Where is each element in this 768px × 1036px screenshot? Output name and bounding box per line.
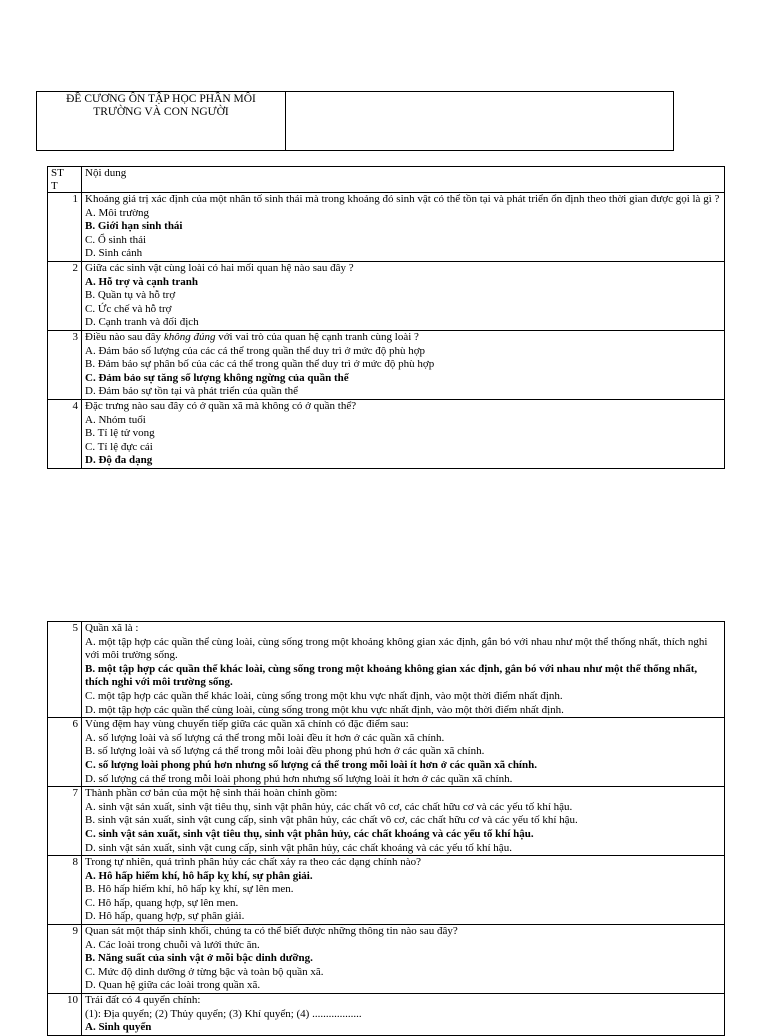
answer-a: A. số lượng loài và số lượng cá thể trong mỗi loài đều ít hơn ở các quần xã chính. [85,731,445,744]
answer-c-correct: C. Đảm bảo sự tăng số lượng không ngừng của quần thể [85,371,349,384]
answer-c: C. Ức chế và hỗ trợ [85,302,172,315]
question-number: 8 [48,856,82,925]
answer-b: B. số lượng loài và số lượng cá thể trong mỗi loài đều phong phú hơn ở các quần xã chính. [85,745,485,758]
answer-d: D. Quan hệ giữa các loài trong quần xã. [85,979,261,992]
question-number: 10 [48,994,82,1036]
answer-b: B. Đảm bảo sự phân bố của các cá thể trong quần thể duy trì ở mức độ phù hợp [85,358,435,371]
answer-d: D. sinh vật sản xuất, sinh vật cung cấp, sinh vật phân hủy, các chất khoáng và các yếu tố khí hậu. [85,841,512,854]
answer-a: A. sinh vật sản xuất, sinh vật tiêu thụ, sinh vật phân hủy, các chất vô cơ, các chất hữu cơ và các yếu tố khí hậu. [85,800,573,813]
question-row-3 [48,330,725,399]
question-text [85,331,722,345]
question-cell [82,856,725,925]
question-cell [82,330,725,399]
answer-c-correct: C. số lượng loài phong phú hơn nhưng số lượng cá thể trong mỗi loài ít hơn ở các quần xã chính. [85,758,537,771]
question-cell [82,399,725,468]
question-text: Trong tự nhiên, quá trình phân hủy các chất xảy ra theo các dạng chính nào? [85,856,422,869]
answer-d: D. Sinh cảnh [85,247,143,260]
question-row-9 [48,925,725,994]
question-text: Trái đất có 4 quyển chính: [85,994,201,1007]
answer-d: D. số lượng cá thể trong mỗi loài phong phú hơn nhưng số lượng loài ít hơn ở các quần xã chính. [85,772,513,785]
answer-d: D. Đảm bảo sự tồn tại và phát triển của quần thể [85,385,299,398]
question-text: Thành phần cơ bản của một hệ sinh thái hoàn chỉnh gồm: [85,787,338,800]
answer-a: A. Các loài trong chuỗi và lưới thức ăn. [85,938,260,951]
question-number: 6 [48,718,82,787]
question-number: 4 [48,399,82,468]
question-row-2 [48,261,725,330]
question-text: Đặc trưng nào sau đây có ở quần xã mà không có ở quần thể? [85,399,357,412]
answer-a-correct: A. Hô hấp hiếm khí, hô hấp kỵ khí, sự phân giải. [85,869,313,882]
question-number: 5 [48,622,82,718]
question-row-10 [48,994,725,1036]
answer-c: C. Tỉ lệ đực cái [85,440,153,453]
question-row-6 [48,718,725,787]
answer-d: D. Hô hấp, quang hợp, sự phân giải. [85,910,245,923]
question-row-1 [48,193,725,262]
answer-a-correct: A. Hỗ trợ và cạnh tranh [85,275,199,288]
question-row-7 [48,787,725,856]
question-table-1 [47,166,725,469]
question-number: 9 [48,925,82,994]
document-title: ĐỀ CƯƠNG ÔN TẬP HỌC PHẦN MÔI TRƯỜNG VÀ CON NGƯỜI [37,92,286,150]
question-cell [82,925,725,994]
question-cell [82,994,725,1036]
answer-b-correct: B. một tập hợp các quần thể khác loài, cùng sống trong một khoảng không gian xác định, gắn bó với nhau như một thể thống nhất, thích nghi với môi trường sống. [85,662,698,689]
answer-a-correct: A. Sinh quyển [85,1021,152,1034]
question-text: Quan sát một tháp sinh khối, chúng ta có thể biết được những thông tin nào sau đây? [85,925,458,938]
question-text-end: với vai trò của quan hệ cạnh tranh cùng loài ? [215,330,419,343]
document-header-box [36,91,674,151]
answer-c: C. một tập hợp các quần thể khác loài, cùng sống trong một khu vực nhất định, vào một thời điểm nhất định. [85,689,563,702]
question-text: Khoảng giá trị xác định của một nhân tố sinh thái mà trong khoảng đó sinh vật có thể tồn tại và phát triển ổn định theo thời gian được gọi là gì ? [85,193,720,205]
answer-b: B. Quần tụ và hỗ trợ [85,289,176,302]
answer-d: D. Cạnh tranh và đối địch [85,316,199,329]
question-cell [82,193,725,262]
question-cell [82,787,725,856]
question-emphasis: không đúng [163,330,216,343]
question-number: 2 [48,261,82,330]
answer-c: C. Mức độ dinh dưỡng ở từng bậc và toàn bộ quần xã. [85,965,324,978]
answer-d: D. một tập hợp các quần thể cùng loài, cùng sống trong một khu vực nhất định, vào một thời điểm nhất định. [85,703,564,716]
stt-header: ST T [48,167,82,193]
answer-a: A. Đảm bảo số lượng của các cá thể trong quần thể duy trì ở mức độ phù hợp [85,344,426,357]
question-text: Quần xã là : [85,622,139,634]
question-cell [82,261,725,330]
answer-c-correct: C. sinh vật sản xuất, sinh vật tiêu thụ, sinh vật phân hủy, các chất khoáng và các yếu tố khí hậu. [85,827,534,840]
question-text-start: Điều nào sau đây [85,330,164,343]
question-row-4 [48,399,725,468]
question-text: Vùng đệm hay vùng chuyển tiếp giữa các quần xã chính có đặc điểm sau: [85,718,409,731]
question-number: 3 [48,330,82,399]
question-cell [82,718,725,787]
answer-a: A. một tập hợp các quần thể cùng loài, cùng sống trong một khoảng không gian xác định, gắn bó với nhau như một thể thống nhất, thích nghi với môi trường sống. [85,635,708,662]
answer-b-correct: B. Giới hạn sinh thái [85,220,183,233]
answer-b: B. sinh vật sản xuất, sinh vật cung cấp, sinh vật phân hủy, các chất vô cơ, các chất hữu cơ và các yếu tố khí hậu. [85,814,578,827]
question-table-2 [47,621,725,1036]
answer-c: C. Ổ sinh thái [85,233,147,246]
question-text-line-2: (1): Địa quyển; (2) Thủy quyển; (3) Khí quyển; (4) .................. [85,1007,362,1020]
question-number: 7 [48,787,82,856]
answer-b-correct: B. Năng suất của sinh vật ở mỗi bậc dinh dưỡng. [85,952,313,965]
answer-b: B. Tỉ lệ tử vong [85,427,155,440]
question-row-5 [48,622,725,718]
answer-a: A. Nhóm tuổi [85,413,146,426]
question-number: 1 [48,193,82,262]
question-text: Giữa các sinh vật cùng loài có hai mối quan hệ nào sau đây ? [85,261,354,274]
answer-c: C. Hô hấp, quang hợp, sự lên men. [85,896,239,909]
table-header-row [48,167,725,193]
answer-b: B. Hô hấp hiếm khí, hô hấp kỵ khí, sự lên men. [85,883,294,896]
content-header: Nội dung [82,167,725,193]
header-empty-cell [286,92,673,150]
answer-a: A. Môi trường [85,206,150,219]
question-row-8 [48,856,725,925]
question-cell [82,622,725,718]
answer-d-correct: D. Độ đa dạng [85,454,153,467]
